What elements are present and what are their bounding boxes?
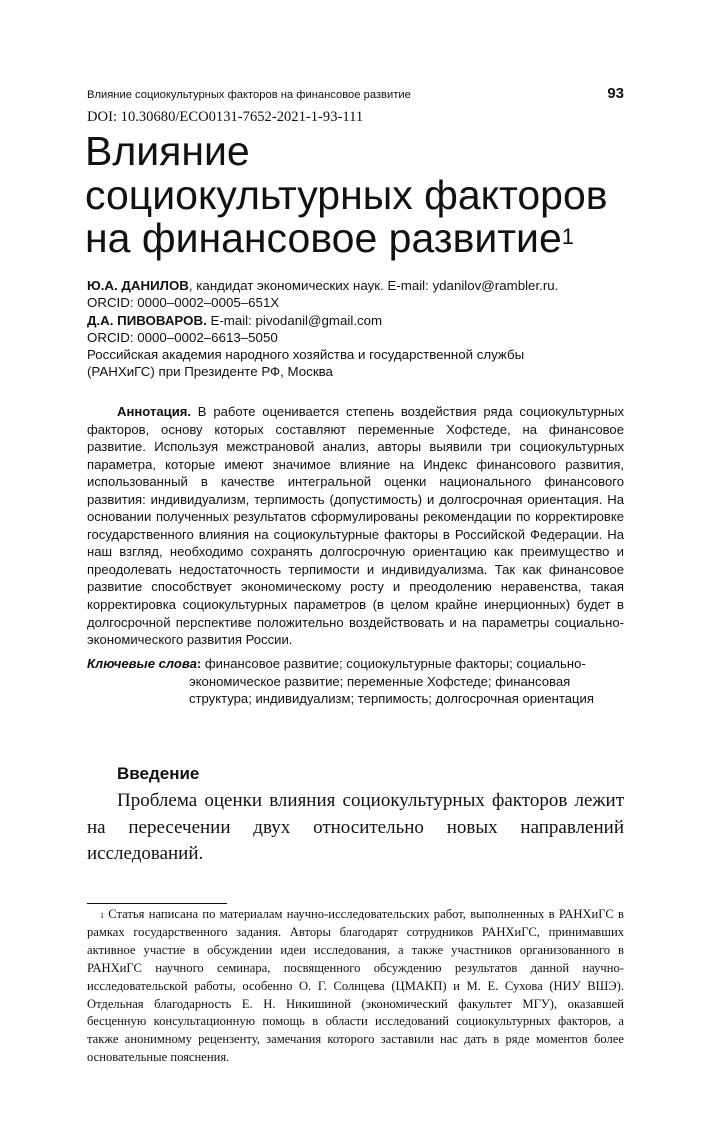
affiliation: Российская академия народного хозяйства и государственной службы bbox=[87, 347, 525, 363]
affiliation: (РАНХиГС) при Президенте РФ, Москва bbox=[87, 364, 333, 380]
article-title bbox=[85, 130, 645, 261]
title-line: на финансовое развитие bbox=[85, 215, 562, 261]
introduction-paragraph: Проблема оценки влияния социокультурных факторов лежит на пересечении двух относительно новых направлений исследований. bbox=[87, 790, 624, 864]
authors-block bbox=[87, 277, 624, 381]
author-2 bbox=[87, 312, 624, 329]
footnote bbox=[87, 906, 624, 1067]
author-info: , кандидат экономических наук. E-mail: ydanilov@rambler.ru. bbox=[188, 278, 559, 293]
abstract-label: Аннотация. bbox=[117, 404, 192, 419]
author-name: Ю.А. ДАНИЛОВ bbox=[87, 278, 189, 293]
title-line: Влияние bbox=[85, 128, 250, 174]
page-number: 93 bbox=[607, 85, 624, 102]
author-1 bbox=[87, 277, 624, 294]
author-orcid: ORCID: 0000–0002–0005–651X bbox=[87, 295, 280, 311]
footnote-mark: 1 bbox=[100, 911, 104, 920]
running-head bbox=[87, 85, 624, 105]
keywords bbox=[87, 655, 624, 708]
footnote-text: Статья написана по материалам научно-исследовательских работ, выполненных в РАНХиГС в рамках государственного задания. Авторы благодарят сотрудников РАНХиГС, принимавших активное участие в обсуждении идеи исследования, а также участников организованного в РАНХиГС научного семинара, посвященного обсуждению результатов данной научно-исследовательской работы, особенно О. Г. Солнцева (ЦМАКП) и М. Е. Сухова (НИУ ВШЭ). Отдельная благодарность Е. Н. Никишиной (экономический факультет МГУ), оказавшей бесценную консультационную помощь в области исследований социокультурных факторов, а также анонимному рецензенту, замечания которого заставили нас дать в ряде моментов более основательные пояснения. bbox=[87, 907, 624, 1065]
title-line: социокультурных факторов bbox=[85, 171, 608, 218]
abstract-text: В работе оценивается степень воздействия ряда социокультурных факторов, основу которых составляют переменные Хофстеде, на финансовое развитие. Используя межстрановой анализ, авторы выявили три социокультурных параметра, которые имеют значимое влияние на Индекс финансового развития, использованный в качестве интегральной оценки национального финансового развития: индивидуализм, терпимость (допустимость) и долгосрочная ориентация. На основании полученных результатов сформулированы рекомендации по корректировке государственного влияния на социокультурные факторы в Российской Федерации. На наш взгляд, необходимо сохранять долгосрочную ориентацию как преимущество и преодолевать недостаточность терпимости и индивидуализма. Так как финансовое развитие способствует экономическому росту и преодолению неравенства, такая корректировка социокультурных параметров (в целом крайне инерционных) будет в долгосрочной перспективе положительно воздействовать и на параметры социально-экономического развития России. bbox=[87, 404, 624, 648]
title-footnote-mark[interactable]: 1 bbox=[561, 224, 574, 249]
footnote-divider bbox=[87, 903, 227, 904]
section-heading-introduction: Введение bbox=[117, 764, 200, 783]
abstract bbox=[87, 403, 624, 649]
author-orcid: ORCID: 0000–0002–6613–5050 bbox=[87, 329, 278, 345]
keywords-text: финансовое развитие; социокультурные факторы; социально-экономическое развитие; переменные Хофстеде; финансовая структура; индивидуализм; терпимость; долгосрочная ориентация bbox=[189, 656, 594, 707]
keywords-colon: : bbox=[196, 656, 202, 671]
author-name: Д.А. ПИВОВАРОВ. bbox=[87, 312, 207, 328]
doi: DOI: 10.30680/ECO0131-7652-2021-1-93-111 bbox=[87, 109, 364, 125]
author-info: E-mail: pivodanil@gmail.com bbox=[206, 312, 383, 328]
running-title: Влияние социокультурных факторов на финансовое развитие bbox=[87, 89, 411, 101]
keywords-label: Ключевые слова bbox=[87, 656, 197, 671]
